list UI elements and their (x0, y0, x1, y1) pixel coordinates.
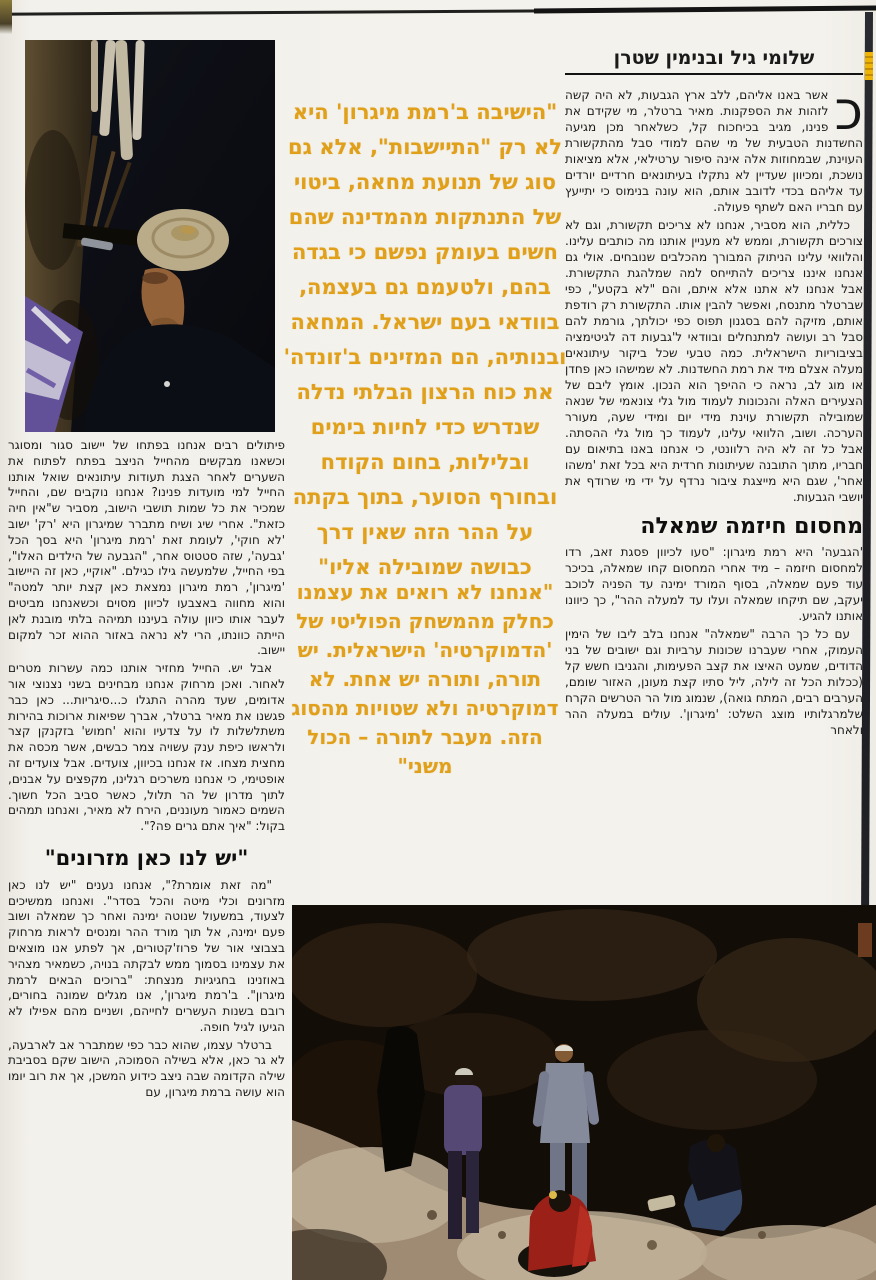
pull-quote-primary: "הישיבה ב'רמת מיגרון' היא לא רק "התיישבות", אלא גם סוג של תנועת מחאה, ביטוי של התנתקות מהמדינה שהם חשים בעומק נפשם כי בגדה בהם, ולטעמם גם בעצמה, בוודאי בעם ישראל. המחאה ובנותיה, הם המזינים ב'זונדה' את כוח הרצון הבלתי נדלה שנדרש כדי לחיות בימים ובלילות, בחום הקודח ובחורף הסוער, בתוך בקתה על ההר הזה שאין דרך כבושה שמובילה אליו" (283, 100, 567, 579)
drop-cap: כ (834, 79, 863, 142)
photo-hillside-night-image (292, 905, 876, 1280)
paragraph: עם כל כך הרבה "שמאלה" אנחנו בלב ליבו של הימין העמוק, אחרי שעברנו שכונות ערביות וגם ישובים של בני הדודים, שמעט האיצו את קצב הפעימות, והגניבו חשש קל (ככלות הכל זה לילה, ליל סתיו קצת מעונן, האזור שומם, הערבים רבים, המתח גואה), שנמוג מול הר הטרשים הקרח שלמרגלותיו מוצג השלט: 'מיגרון'. עולים במעלה ההר ולאחר (565, 627, 863, 737)
paragraph-lede (565, 79, 863, 215)
scan-top-edge-line-thick (534, 5, 876, 13)
paragraph: אבל יש. החייל מחזיר אותנו כמה עשרות מטרים לאחור. ואכן מרחוק אנחנו מבחינים בשני נצנוצי אור אדומים, שעד מהרה התגלו כ...סיגריות... כאן כבר פגשנו את מאיר ברטלר, אברך שפיאות ארוכות בהירות משתלשלות לו על צדעיו והוא 'חמוש' בזקנקן קצר ולראשו כיפת ענק עשויה צמר כבשים, אשר מכסה את מחצית מצחו. אז אנחנו בכיוון, צועדים. אבל צועדים זה אופטימי, כי אנחנו משרכים רגלינו, מקפצים על אבנים, לתוך מדרון של הר תלול, כאשר סביב הכל חשוך. השמים כאמור מעוננים, הירח לא מאיר, ואנחנו תמהים בקול: "איך אתם גרים פה?". (8, 661, 285, 834)
section-heading-hizma-checkpoint: מחסום חיזמה שמאלה (640, 514, 863, 539)
scan-right-edge-yellow-mark (865, 52, 873, 80)
photo-man-knit-kippah (25, 40, 275, 432)
article-column-left (8, 438, 285, 1208)
section-heading-mattresses: "יש לנו כאן מזרונים" (44, 845, 249, 870)
paragraph: כללית, הוא מסביר, אנחנו לא צריכים תקשורת, וגם לא צורכים תקשורת, וממש לא מעניין אותנו מה כותבים עלינו. והלוואי עלינו הניתוק המבורך מהכלבים שנובחים. אולי גם אנחנו איננו צריכים להתייחס למה שמלהגת התקשורת. אבל אנחנו לא אתנו אלא איתם, והם "לא בקטע", כפי שברטלר מתנסח, ואפשר להבין אותו. התקשורת רק רודפת אותם, מזיקה להם בסגנון תפוס כפי יכולתך, גורמת להם סבל רב ועושה למתנחלים ובוודאי ל'גבעות דה לגיטימציה בציבוריות הישראלית. כמה טבעי שכל ביקור עיתונאים מעלה אצלם מיד את רמת החשדנות. לא שמישהו כאן פחדן או מוג לב, נראה כי ההיפך הוא הנכון. אומץ ליבם של הצעירים האלה והנכונות לעמוד מול גלי צונאמי של שנאה שמובילה תקשורת עוינת מידי יום ומידי שעה, מעורר הערכה. ושוב, הלוואי עלינו, לעמוד כך מול גלי ההסתה. אבל כל זה לא היה רלוונטי, כי אנחנו באנו בתיאום עם חבריו, מתוך התובנה שעיתונות חרדית היא בכל זאת 'משהו אחר', שגם היא מייצגת ציבור נרדף על ידי מי שרודף את יושבי הגבעות. (565, 218, 863, 504)
paragraph: ברטלר עצמו, שהוא כבר כפי שמתברר אב לארבעה, לא גר כאן, אלא בשילה הסמוכה, הישוב שקם בסביבת שילה הקדומה שבה ניצב כידוע המשכן, אך את רוב יומו הוא עושה ברמת מיגרון, עם (8, 1037, 285, 1100)
paragraph-lede-text: אשר באנו אליהם, ללב ארץ הגבעות, לא היה קשה לזהות את הספקנות. מאיר ברטלר, מי שקידם את פנינו, מגיב בכיחכוח קל, כשלאחר מכן מגיעה החשדנות הטבעית של מי שהם למודי סבל מהתקשורת העוינת, שבמחוזות אלה אינה סיפור ערטילאי, אלא מציאות נושכת, ומכיוון שעדיין לא נתקלו בעיתונאים חרדיים יורדים עד אליהם בכדי לדובב אותם, הוא עונה בנימוס כי יתייעץ עם חבריו האם לשתף פעולה. (565, 88, 863, 214)
scan-corner-artifact (0, 0, 12, 34)
photo-man-knit-kippah-image (25, 40, 275, 432)
pull-quote-secondary: "אנחנו לא רואים את עצמנו כחלק מהמשחק הפוליטי של 'הדמוקרטיה' הישראלית. יש תורה, ותורה יש אחת. לא דמוקרטיה ולא שטויות מהסוג הזה. מעבר לתורה – הכול משני" (291, 580, 559, 778)
article-column-right (565, 50, 863, 906)
paragraph: פיתולים רבים אנחנו בפתחו של יישוב סגור ומסוגר וכשאנו מבקשים מהחייל הניצב בפתח לפתוח את השערים לאחר הצגת תעודות עיתונאים שואל אותנו החייל למי מועדות פנינו? אנחנו נוקבים שם, והחייל שמכיר את כל שמות תושבי הישוב, מסביר ש"אין חיה כזאת". אחרי שיג ושיח מתברר שמיגרון היא 'רק' ישוב 'לא חוקי', לעומת זאת 'רמת מיגרון' היא בסך הכל 'גבעה', שזה סטטוס אחר, "הגבעה של הילדים האלו", בפי החייל, שלמעשה גילו כגילם. "אוקיי, כאן זה היישוב 'מיגרון', רמת מיגרון נמצאת כאן קצת יותר למטה" והוא מחווה באצבעו לכיוון מסוים וכשאנחנו מביטים לעבר אותו כיוון עולה בעיננו תמיהה בלתי מובנת לאן הייתה כוונתו, הרי לא נראה באזור ההוא זכר למקום יישוב. (8, 438, 285, 658)
paragraph: "מה זאת אומרת?", אנחנו נענים "יש לנו כאן מזרונים וכלי מיטה והכל בסדר". ואנחנו ממשיכים לצעוד, במשעול שנוטה ימינה ואחר כך שמאלה ושוב פעם ימינה, אל תוך מורד ההר ומנסים לראות מרחוק בצבוצי אור של פרוז'קטורים, אך לפתע אנו מוצאים את עצמינו בסמוך ממש לבקתה בנויה, כשמאיר מצהיר באוזנינו בחגיגיות מנצחת: "ברוכים הבאים לרמת מיגרון". ב'רמת מיגרון', אנו מגלים שמונה בחורים, רובם בשנות העשרים לחייהם, ושניים מהם אפילו לא הגיעו לגיל חופה. (8, 877, 285, 1034)
paragraph: 'הגבעה' היא רמת מיגרון: "סעו לכיוון פסגת זאב, רדו למחסום חיזמה – מיד אחרי המחסום קחו שמאלה, בכיכר עוד פעם שמאלה, בסוף המורד ימינה עד הפניה לכוכב יעקב, שם תיקחו שמאלה ועלו עד למעלה ההר", כך כיוונו אותנו להגיע. (565, 545, 863, 623)
photo-hillside-night-group (292, 905, 876, 1280)
byline: שלומי גיל ובנימין שטרן (565, 50, 863, 75)
